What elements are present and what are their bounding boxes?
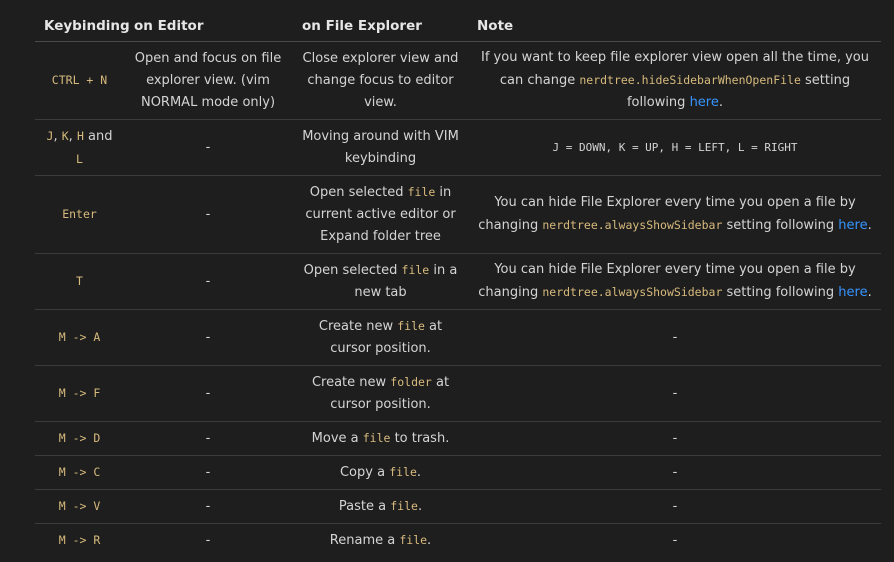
explorer-cell <box>292 254 469 310</box>
explorer-cell <box>292 456 469 490</box>
table-row <box>35 176 881 254</box>
folder-code: folder <box>390 375 432 389</box>
table-row <box>35 254 881 310</box>
file-code: file <box>362 431 391 445</box>
explorer-text: at cursor position. <box>330 375 450 412</box>
editor-cell: Open and focus on file explorer view. (vim NORMAL mode only) <box>124 42 292 120</box>
editor-cell: - <box>205 532 211 548</box>
note-cell: - <box>469 310 881 366</box>
keybinding-code: Enter <box>62 207 97 221</box>
keybinding-cell <box>35 310 124 366</box>
note-text: . <box>867 218 872 233</box>
separator-text: and <box>83 128 113 144</box>
explorer-cell <box>292 490 469 524</box>
table-row <box>35 456 881 490</box>
keybinding-code: M -> V <box>58 499 101 513</box>
explorer-cell: Moving around with VIM keybinding <box>292 120 469 176</box>
note-cell <box>469 176 881 254</box>
explorer-cell <box>292 524 469 558</box>
file-code: file <box>390 499 418 513</box>
table-row <box>35 120 881 176</box>
note-text: If you want to keep file explorer view open all the time, you can change <box>481 50 869 88</box>
explorer-cell <box>292 366 469 422</box>
keybinding-table <box>35 11 881 558</box>
file-code: file <box>389 465 417 479</box>
explorer-text: Open selected <box>309 185 408 200</box>
keybinding-code: K <box>61 128 69 143</box>
note-cell: - <box>469 490 881 524</box>
note-cell <box>469 254 881 310</box>
here-link[interactable]: here <box>838 218 868 233</box>
explorer-text: . <box>417 499 423 514</box>
explorer-text: at cursor position. <box>330 319 443 356</box>
note-text: . <box>718 95 723 110</box>
explorer-text: Rename a <box>329 533 400 549</box>
editor-cell: - <box>124 254 292 310</box>
explorer-text: Open selected <box>303 263 402 278</box>
explorer-text: . <box>427 533 432 549</box>
header-keybinding: Keybinding <box>35 11 124 42</box>
keybinding-cell <box>35 120 124 176</box>
editor-cell: - <box>124 456 292 490</box>
separator-text: , <box>53 128 62 144</box>
editor-cell: - <box>124 120 292 176</box>
explorer-cell <box>292 176 469 254</box>
note-text: You can hide File Explorer every time you open a file by changing <box>478 262 856 300</box>
note-text: You can hide File Explorer every time you open a file by changing <box>478 195 856 233</box>
note-cell: - <box>469 422 881 456</box>
keybinding-cell <box>35 422 124 456</box>
keybinding-code: M -> F <box>58 386 101 400</box>
here-link[interactable]: here <box>838 285 868 300</box>
keybinding-cell <box>35 176 124 254</box>
table-row <box>35 366 881 422</box>
note-text: setting following <box>626 73 851 110</box>
setting-code: nerdtree.alwaysShowSidebar <box>542 285 723 299</box>
explorer-cell: Close explorer view and change focus to editor view. <box>292 42 469 120</box>
file-code: file <box>399 533 428 548</box>
explorer-text: . <box>416 465 422 480</box>
header-on-editor: on Editor <box>124 11 292 42</box>
editor-cell: - <box>124 422 292 456</box>
explorer-cell <box>292 422 469 456</box>
keybinding-code: CTRL + N <box>51 73 108 87</box>
table-header-row <box>35 11 881 42</box>
explorer-text: in a new tab <box>354 263 458 300</box>
keybinding-code: T <box>76 274 83 288</box>
setting-code: nerdtree.alwaysShowSidebar <box>542 218 723 232</box>
file-code: file <box>401 263 430 277</box>
header-on-file-explorer: on File Explorer <box>292 11 469 42</box>
note-cell <box>469 42 881 120</box>
keybinding-cell <box>35 524 124 558</box>
keybinding-cell <box>35 456 124 490</box>
explorer-text: Copy a <box>339 465 390 480</box>
note-mapping-text: J = DOWN, K = UP, H = LEFT, L = RIGHT <box>552 140 798 154</box>
header-note: Note <box>469 11 881 42</box>
file-code: file <box>397 319 425 333</box>
explorer-cell <box>292 310 469 366</box>
note-cell <box>469 120 881 176</box>
keybinding-cell <box>35 42 124 120</box>
keybinding-code: M -> C <box>58 465 101 479</box>
keybinding-code: L <box>76 151 83 166</box>
keybinding-code: M -> R <box>58 533 101 548</box>
explorer-text: Paste a <box>338 499 391 514</box>
note-cell: - <box>672 532 678 548</box>
explorer-text: Create new <box>311 375 391 390</box>
editor-cell: - <box>124 176 292 254</box>
note-cell: - <box>469 366 881 422</box>
editor-cell: - <box>124 490 292 524</box>
separator-text: , <box>68 128 77 144</box>
keybinding-code: J <box>46 128 54 143</box>
explorer-text: in current active editor or Expand folder tree <box>305 185 456 244</box>
note-text: setting following <box>722 285 839 300</box>
explorer-text: Create new <box>318 319 398 334</box>
keybinding-code: M -> D <box>58 431 101 445</box>
setting-code: nerdtree.hideSidebarWhenOpenFile <box>579 73 801 87</box>
editor-cell: - <box>124 366 292 422</box>
explorer-text: Move a <box>311 431 363 446</box>
table-row <box>35 422 881 456</box>
editor-cell: - <box>124 310 292 366</box>
table-row <box>35 524 881 558</box>
note-cell: - <box>469 456 881 490</box>
keybinding-cell <box>35 366 124 422</box>
keybinding-cell <box>35 490 124 524</box>
table-row <box>35 490 881 524</box>
table-row <box>35 42 881 120</box>
keybinding-cell <box>35 254 124 310</box>
here-link[interactable]: here <box>689 95 719 110</box>
keybinding-code: M -> A <box>58 330 101 344</box>
explorer-text: to trash. <box>390 431 450 446</box>
table-row <box>35 310 881 366</box>
file-code: file <box>407 185 436 199</box>
note-text: . <box>867 285 872 300</box>
note-text: setting following <box>722 218 839 233</box>
keybinding-code: H <box>76 128 84 143</box>
